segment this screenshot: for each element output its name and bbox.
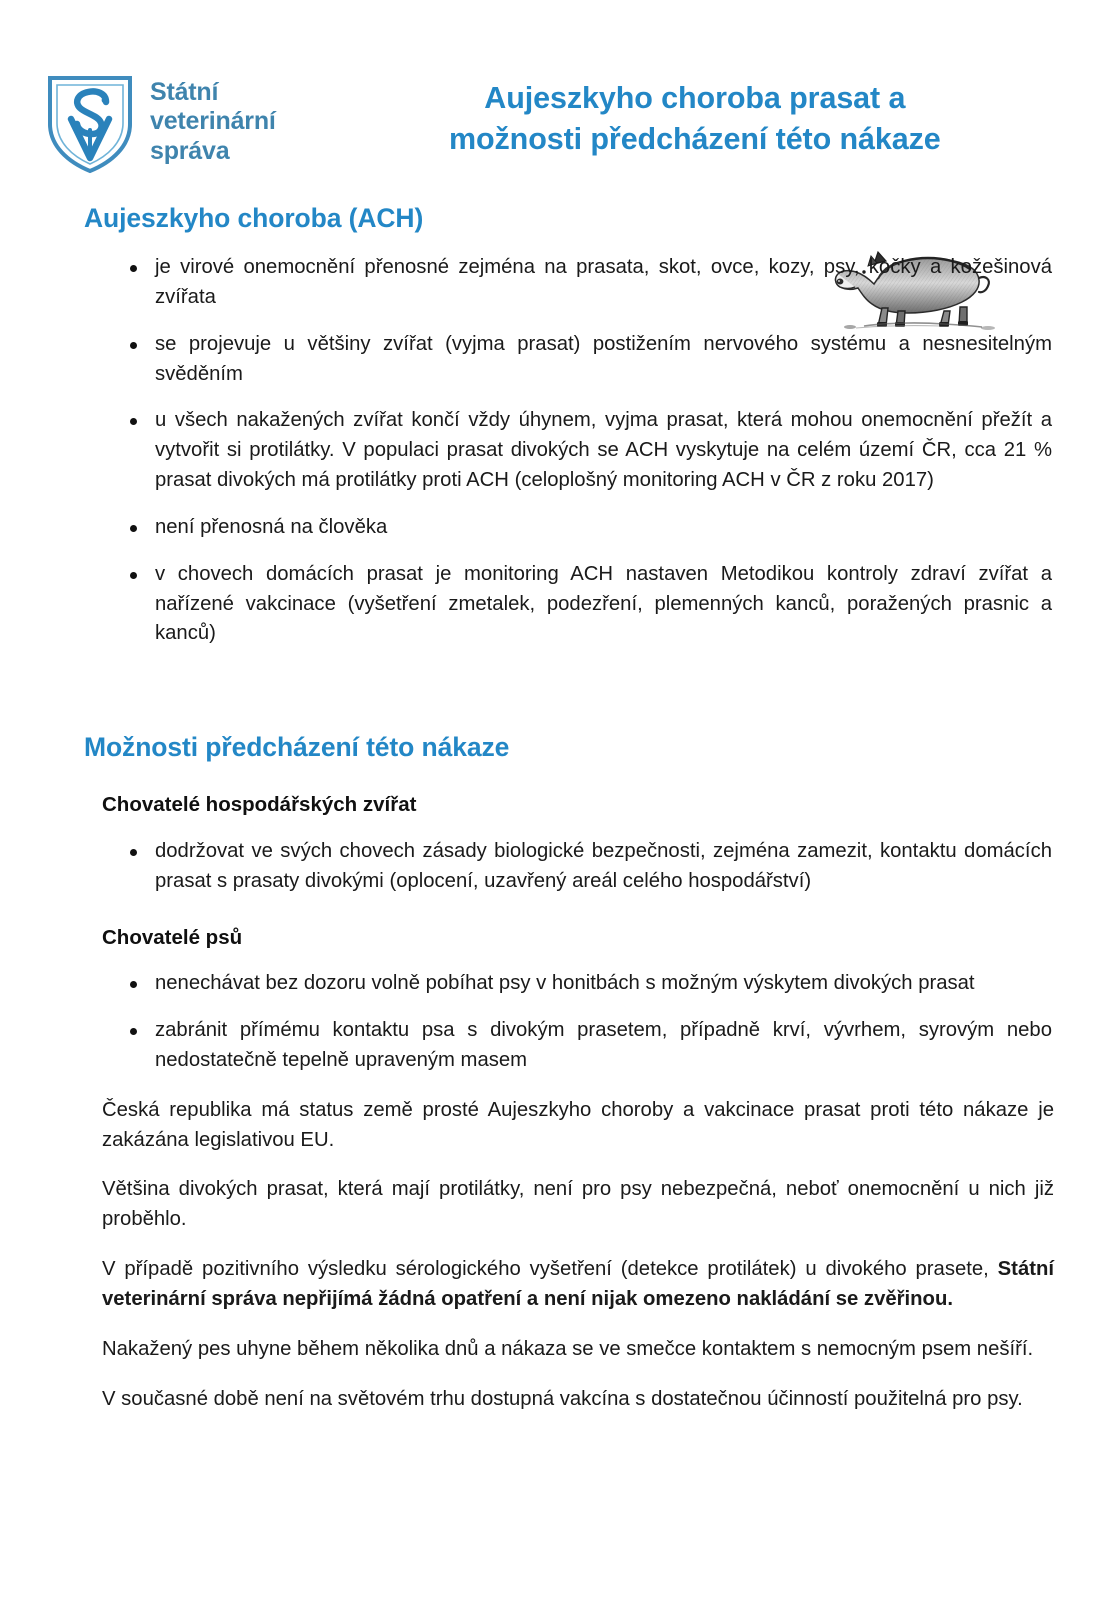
list-item: se projevuje u většiny zvířat (vyjma prasat) postižením nervového systému a nesnesitelným svěděním	[84, 330, 1054, 390]
list-item: nenechávat bez dozoru volně pobíhat psy v honitbách s možným výskytem divokých prasat	[84, 969, 1054, 999]
logo-line-1: Státní	[150, 77, 219, 106]
list-item: je virové onemocnění přenosné zejména na prasata, skot, ovce, kozy, psy, kočky a kožešinová zvířata	[84, 253, 1054, 313]
section-prevention	[84, 731, 1054, 1076]
logo-line-3: správa	[150, 136, 230, 165]
section-heading-prevention: Možnosti předcházení této nákaze	[84, 732, 510, 763]
list-item: není přenosná na člověka	[84, 513, 1054, 543]
paragraph-antibodies-safe: Většina divokých prasat, která mají protilátky, není pro psy nebezpečná, neboť onemocnění u nich již proběhlo.	[102, 1178, 1054, 1231]
subheading-livestock-breeders: Chovatelé hospodářských zvířat	[102, 793, 417, 817]
list-item: zabránit přímému kontaktu psa s divokým prasetem, případně krví, vývrhem, syrovým nebo nedostatečně tepelně upraveným masem	[84, 1016, 1054, 1076]
document-header	[0, 0, 1116, 165]
list-item: dodržovat ve svých chovech zásady biologické bezpečnosti, zejména zamezit, kontaktu domácích prasat s prasaty divokými (oplocení, uzavřený areál celého hospodářství)	[84, 837, 1054, 897]
paragraph-infected-dog: Nakažený pes uhyne během několika dnů a nákaza se ve smečce kontaktem s nemocným psem nešíří.	[102, 1337, 1034, 1360]
paragraph-no-vaccine: V současné době není na světovém trhu dostupná vakcína s dostatečnou účinností použitelná pro psy.	[102, 1387, 1023, 1410]
subheading-dog-breeders: Chovatelé psů	[102, 925, 243, 949]
section-heading-ach: Aujeszkyho choroba (ACH)	[84, 203, 424, 233]
paragraph-positive-result-bold: Státní veterinární správa nepřijímá žádná opatření a není nijak omezeno nakládání se zvěřinou.	[102, 1258, 1054, 1310]
list-item: v chovech domácích prasat je monitoring ACH nastaven Metodikou kontroly zdraví zvířat a nařízené vakcinace (vyšetření zmetalek, podezření, plemenných kanců, poražených prasnic a kanců)	[84, 560, 1054, 649]
paragraph-positive-result-normal: V případě pozitivního výsledku sérologického vyšetření (detekce protilátek) u divokého prasete,	[102, 1258, 998, 1281]
paragraph-status-eu: Česká republika má status země prosté Aujeszkyho choroby a vakcinace prasat proti této nákaze je zakázána legislativou EU.	[102, 1098, 1054, 1151]
list-item: u všech nakažených zvířat končí vždy úhynem, vyjma prasat, která mohou onemocnění přežít a vytvořit si protilátky. V populaci prasat divokých se ACH vyskytuje na celém území ČR, cca 21 % prasat divokých má protilátky proti ACH (celoplošný monitoring ACH v ČR z roku 2017)	[84, 406, 1054, 495]
dog-bullet-list	[84, 969, 1054, 1075]
svs-logo-wordmark	[150, 78, 276, 171]
page-title-line-1: Aujeszkyho choroba prasat a	[484, 81, 906, 115]
document-body	[0, 202, 1116, 1414]
page-title-line-2: možnosti předcházení této nákaze	[448, 121, 941, 156]
logo-line-2: veterinární	[150, 107, 276, 136]
page-title	[276, 72, 1054, 159]
section-ach	[84, 202, 1054, 649]
livestock-bullet-list	[84, 837, 1054, 897]
shield-sv-icon	[44, 72, 136, 176]
ach-bullet-list	[84, 253, 1054, 649]
paragraph-positive-result	[102, 1255, 1054, 1315]
svs-logo	[38, 72, 276, 176]
closing-paragraphs	[84, 1096, 1054, 1415]
